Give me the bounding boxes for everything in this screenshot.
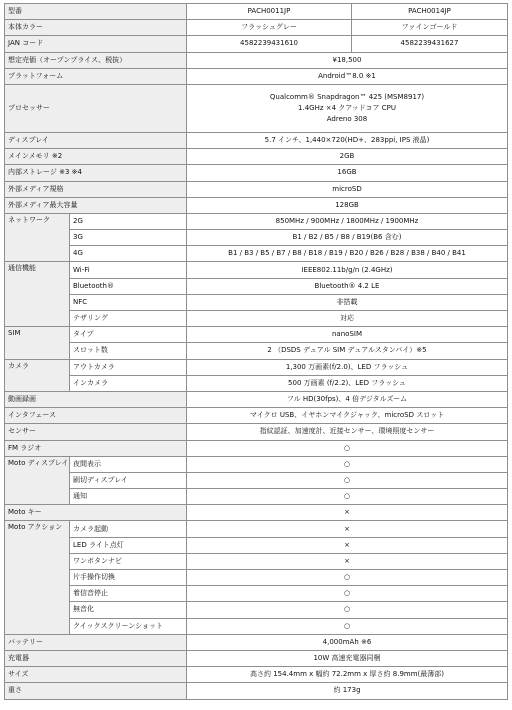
spec-row <box>5 456 508 472</box>
spec-value: 1,300 万画素(f/2.0)、LED フラッシュ <box>187 359 508 375</box>
spec-label: メインメモリ ※2 <box>5 149 187 165</box>
spec-sub-label: 着信音停止 <box>70 586 187 602</box>
spec-row <box>5 132 508 148</box>
spec-row <box>5 197 508 213</box>
spec-value: マイクロ USB、イヤホンマイクジャック、microSD スロット <box>187 408 508 424</box>
spec-row <box>5 602 508 618</box>
spec-sub-label: 通知 <box>70 489 187 505</box>
spec-value: ○ <box>187 456 508 472</box>
spec-value-line: Adreno 308 <box>326 114 368 123</box>
spec-value: 4582239431627 <box>352 36 508 52</box>
spec-value: Android™8.0 ※1 <box>187 68 508 84</box>
spec-row <box>5 650 508 666</box>
spec-row <box>5 165 508 181</box>
spec-row <box>5 327 508 343</box>
spec-label: バッテリー <box>5 634 187 650</box>
spec-value: 5.7 インチ、1,440×720(HD+、283ppi, IPS 液晶) <box>187 132 508 148</box>
spec-row <box>5 149 508 165</box>
spec-sub-label: タイプ <box>70 327 187 343</box>
spec-row <box>5 667 508 683</box>
spec-value: PACH0011JP <box>187 4 352 20</box>
spec-value: 指紋認証、加速度計、近接センサー、環境照度センサー <box>187 424 508 440</box>
spec-value: ○ <box>187 440 508 456</box>
spec-value: 高さ約 154.4mm x 幅約 72.2mm x 厚さ約 8.9mm(最薄部) <box>187 667 508 683</box>
spec-sub-label: カメラ起動 <box>70 521 187 537</box>
spec-value: × <box>187 505 508 521</box>
spec-group-label: SIM <box>5 327 70 359</box>
spec-value-line: Qualcomm® Snapdragon™ 425 (MSM8917) <box>269 93 425 102</box>
spec-value: IEEE802.11b/g/n (2.4GHz) <box>187 262 508 278</box>
spec-row <box>5 4 508 20</box>
spec-value: nanoSIM <box>187 327 508 343</box>
spec-row <box>5 84 508 132</box>
spec-label: プロセッサー <box>5 84 187 132</box>
spec-value: ○ <box>187 472 508 488</box>
spec-value: B1 / B2 / B5 / B8 / B19(B6 含む) <box>187 230 508 246</box>
spec-value: ○ <box>187 586 508 602</box>
spec-group-label: 通信機能 <box>5 262 70 327</box>
spec-label: センサー <box>5 424 187 440</box>
spec-sub-label: 4G <box>70 246 187 262</box>
spec-label: 動画録画 <box>5 391 187 407</box>
spec-value: ○ <box>187 570 508 586</box>
spec-value: × <box>187 537 508 553</box>
spec-value: 850MHz / 900MHz / 1800MHz / 1900MHz <box>187 213 508 229</box>
spec-sub-label: NFC <box>70 294 187 310</box>
spec-label: ディスプレイ <box>5 132 187 148</box>
spec-sub-label: スロット数 <box>70 343 187 359</box>
spec-sub-label: LED ライト点灯 <box>70 537 187 553</box>
spec-sub-label: 無音化 <box>70 602 187 618</box>
spec-row <box>5 505 508 521</box>
spec-row <box>5 472 508 488</box>
spec-value: フル HD(30fps)、4 倍デジタルズーム <box>187 391 508 407</box>
spec-sub-label: テザリング <box>70 311 187 327</box>
spec-row <box>5 343 508 359</box>
spec-value: B1 / B3 / B5 / B7 / B8 / B18 / B19 / B20 / B26 / B28 / B38 / B40 / B41 <box>187 246 508 262</box>
spec-value: 500 万画素 (f/2.2)、LED フラッシュ <box>187 375 508 391</box>
spec-row <box>5 424 508 440</box>
spec-group-label: Moto アクション <box>5 521 70 634</box>
spec-label: 重さ <box>5 683 187 699</box>
spec-row <box>5 262 508 278</box>
spec-row <box>5 246 508 262</box>
spec-value: 4582239431610 <box>187 36 352 52</box>
spec-value: フラッシュグレー <box>187 20 352 36</box>
spec-sub-label: 夜間表示 <box>70 456 187 472</box>
spec-row <box>5 213 508 229</box>
spec-value: ○ <box>187 489 508 505</box>
spec-group-label: Moto ディスプレイ <box>5 456 70 505</box>
spec-label: 外部メディア最大容量 <box>5 197 187 213</box>
spec-row <box>5 521 508 537</box>
spec-value-line: 1.4GHz ×4 クアッドコア CPU <box>298 104 396 113</box>
spec-value: ¥18,500 <box>187 52 508 68</box>
spec-sub-label: アウトカメラ <box>70 359 187 375</box>
spec-row <box>5 20 508 36</box>
spec-row <box>5 181 508 197</box>
spec-value: ○ <box>187 618 508 634</box>
spec-row <box>5 683 508 699</box>
spec-group-label: ネットワーク <box>5 213 70 262</box>
spec-label: 充電器 <box>5 650 187 666</box>
spec-label: Moto キー <box>5 505 187 521</box>
spec-row <box>5 36 508 52</box>
spec-table-body <box>5 4 508 700</box>
spec-value: 2GB <box>187 149 508 165</box>
spec-row <box>5 311 508 327</box>
spec-value: 約 173g <box>187 683 508 699</box>
spec-table <box>4 3 508 700</box>
spec-value: 2 （DSDS デュアル SIM デュアルスタンバイ）※5 <box>187 343 508 359</box>
spec-sub-label: クイックスクリーンショット <box>70 618 187 634</box>
spec-row <box>5 634 508 650</box>
spec-sub-label: Wi-Fi <box>70 262 187 278</box>
spec-label: プラットフォーム <box>5 68 187 84</box>
spec-label: 外部メディア規格 <box>5 181 187 197</box>
spec-sub-label: 片手操作切換 <box>70 570 187 586</box>
spec-row <box>5 68 508 84</box>
spec-row <box>5 440 508 456</box>
spec-value: 128GB <box>187 197 508 213</box>
spec-label: 本体カラー <box>5 20 187 36</box>
spec-value: 10W 高速充電器同梱 <box>187 650 508 666</box>
spec-value: × <box>187 521 508 537</box>
spec-value: 非搭載 <box>187 294 508 310</box>
spec-value: PACH0014JP <box>352 4 508 20</box>
spec-value: ○ <box>187 602 508 618</box>
spec-row <box>5 294 508 310</box>
spec-sub-label: インカメラ <box>70 375 187 391</box>
spec-row <box>5 391 508 407</box>
spec-label: JAN コード <box>5 36 187 52</box>
spec-row <box>5 230 508 246</box>
spec-row <box>5 537 508 553</box>
spec-row <box>5 570 508 586</box>
spec-row <box>5 375 508 391</box>
spec-sub-label: 刷切ディスプレイ <box>70 472 187 488</box>
spec-row <box>5 618 508 634</box>
spec-label: 内部ストレージ ※3 ※4 <box>5 165 187 181</box>
spec-row <box>5 489 508 505</box>
spec-group-label: カメラ <box>5 359 70 391</box>
spec-label: FM ラジオ <box>5 440 187 456</box>
spec-row <box>5 586 508 602</box>
spec-value <box>187 84 508 132</box>
spec-label: 想定売価（オープンプライス、税抜） <box>5 52 187 68</box>
spec-value: Bluetooth® 4.2 LE <box>187 278 508 294</box>
spec-value: × <box>187 553 508 569</box>
spec-sub-label: ワンボタンナビ <box>70 553 187 569</box>
spec-value: 対応 <box>187 311 508 327</box>
spec-row <box>5 278 508 294</box>
spec-label: 型番 <box>5 4 187 20</box>
spec-row <box>5 408 508 424</box>
spec-sub-label: Bluetooth® <box>70 278 187 294</box>
spec-value: 4,000mAh ※6 <box>187 634 508 650</box>
spec-row <box>5 359 508 375</box>
spec-row <box>5 553 508 569</box>
spec-value: ファインゴールド <box>352 20 508 36</box>
spec-row <box>5 52 508 68</box>
spec-value: microSD <box>187 181 508 197</box>
spec-label: サイズ <box>5 667 187 683</box>
spec-value: 16GB <box>187 165 508 181</box>
spec-label: インタフェース <box>5 408 187 424</box>
spec-sub-label: 2G <box>70 213 187 229</box>
spec-sub-label: 3G <box>70 230 187 246</box>
